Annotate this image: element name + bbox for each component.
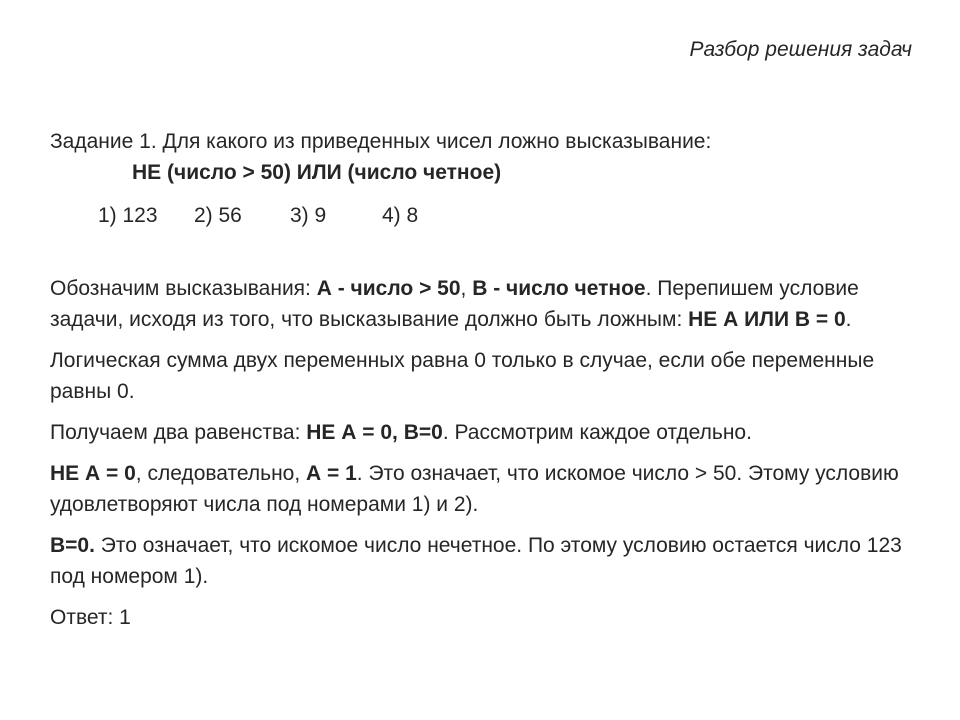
solution-paragraph-equalities xyxy=(50,417,920,448)
bold-text: В - число четное xyxy=(472,277,646,300)
answer-options xyxy=(98,200,920,231)
option-3: 3) 9 xyxy=(290,204,327,227)
solution-paragraph-logic-sum: Логическая сумма двух переменных равна 0 только в случае, если обе переменные равны 0. xyxy=(50,349,875,403)
bold-text: НЕ А ИЛИ В = 0 xyxy=(688,308,846,331)
bold-text: НЕ А = 0 xyxy=(50,462,136,485)
option-2: 2) 56 xyxy=(194,204,242,227)
task-statement: Задание 1. Для какого из приведенных чисел ложно высказывание: xyxy=(50,130,712,153)
text: . Это означает, что искомое число > 50. Этому условию удовлетворяют числа под номерами 1) и 2). xyxy=(50,462,899,516)
solution-paragraph-notation xyxy=(50,273,920,335)
text: Это означает, что искомое число нечетное. По этому условию остается число 123 под номером 1). xyxy=(50,534,902,588)
bold-text: А = 1 xyxy=(306,462,357,485)
option-4: 4) 8 xyxy=(382,204,419,227)
bold-text: В=0. xyxy=(50,534,95,557)
bold-text: А - число > 50 xyxy=(316,277,461,300)
slide-content xyxy=(50,126,920,633)
text: . Рассмотрим каждое отдельно. xyxy=(442,421,752,444)
text: Обозначим высказывания: xyxy=(50,277,317,300)
text: Получаем два равенства: xyxy=(50,421,307,444)
option-1: 1) 123 xyxy=(98,204,158,227)
bold-text: НЕ А = 0, В=0 xyxy=(306,421,443,444)
text: , следовательно, xyxy=(135,462,307,485)
text: , xyxy=(460,277,473,300)
solution-paragraph-b-zero xyxy=(50,530,920,592)
text: . xyxy=(845,308,852,331)
answer-line: Ответ: 1 xyxy=(50,606,131,629)
solution-paragraph-not-a xyxy=(50,458,920,520)
task-formula: НЕ (число > 50) ИЛИ (число четное) xyxy=(132,161,502,184)
text: . Перепишем условие задачи, исходя из того, что высказывание должно быть ложным: xyxy=(50,277,859,331)
slide-header-title: Разбор решения задач xyxy=(689,38,912,61)
